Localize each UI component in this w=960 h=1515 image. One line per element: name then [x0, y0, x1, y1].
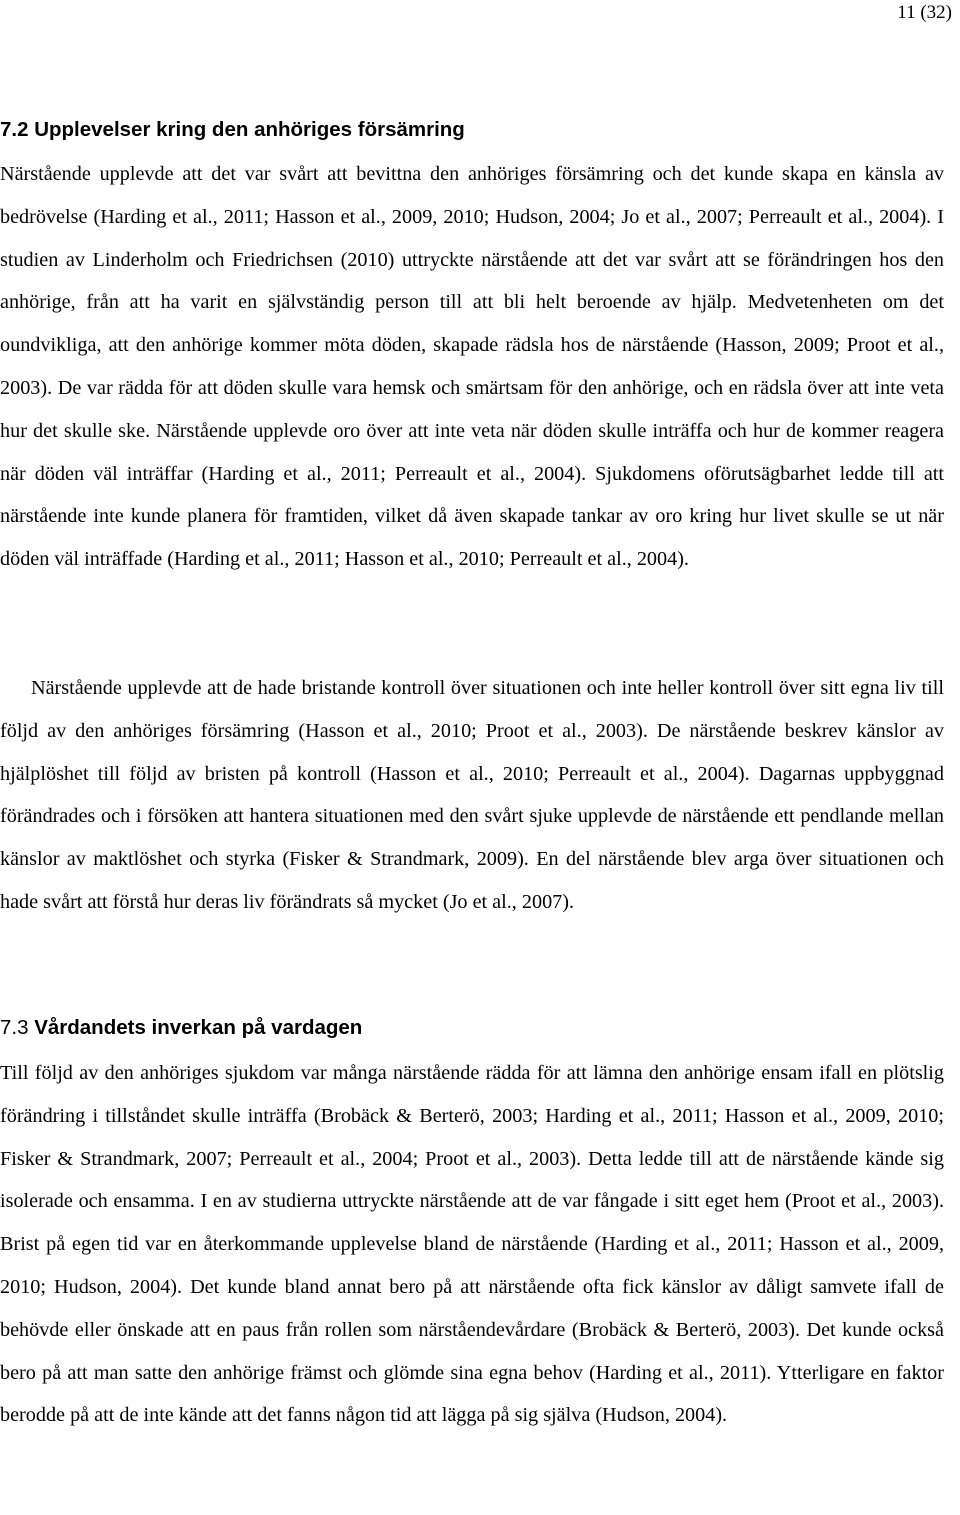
section-number: 7.2 [0, 118, 29, 141]
paragraph: Närstående upplevde att det var svårt att bevittna den anhöriges försämring och det kunde skapa en känsla av bedrövelse (Harding et al., 2011; Hasson et al., 2009, 2010; Hudson, 2004; Jo et al., 2007; Perreault et al., 2004). I studien av Linderholm och Friedrichsen (2010) uttryckte närstående att det var svårt att se förändringen hos den anhörige, från att ha varit en självständig person till att bli helt beroende av hjälp. Medvetenheten om det oundvikliga, att den anhörige kommer möta döden, skapade rädsla hos de närstående (Hasson, 2009; Proot et al., 2003). De var rädda för att döden skulle vara hemsk och smärtsam för den anhörige, och en rädsla över att inte veta hur det skulle ske. Närstående upplevde oro över att inte veta när döden skulle inträffa och hur de kommer reagera när döden väl inträffar (Harding et al., 2011; Perreault et al., 2004). Sjukdomens oförutsägbarhet ledde till att närstående inte kunde planera för framtiden, vilket då även skapade tankar av oro kring hur livet skulle se ut när döden väl inträffade (Harding et al., 2011; Hasson et al., 2010; Perreault et al., 2004). [0, 163, 944, 571]
section-heading-7-2 [0, 118, 465, 142]
paragraph: Närstående upplevde att de hade bristande kontroll över situationen och inte heller kontroll över sitt egna liv till följd av den anhöriges försämring (Hasson et al., 2010; Proot et al., 2003). De närstående beskrev känslor av hjälplöshet till följd av bristen på kontroll (Hasson et al., 2010; Perreault et al., 2004). Dagarnas uppbyggnad förändrades och i försöken att hantera situationen med den svårt sjuke upplevde de närstående ett pendlande mellan känslor av maktlöshet och styrka (Fisker & Strandmark, 2009). En del närstående blev arga över situationen och hade svårt att förstå hur deras liv förändrats så mycket (Jo et al., 2007). [0, 677, 944, 913]
section-heading-7-3 [0, 1016, 362, 1040]
section-number: 7.3 [0, 1016, 29, 1039]
section-title: Vårdandets inverkan på vardagen [34, 1016, 363, 1039]
page-number: 11 (32) [897, 2, 952, 23]
paragraph: Till följd av den anhöriges sjukdom var många närstående rädda för att lämna den anhörige ensam ifall en plötslig förändring i tillståndet skulle inträffa (Brobäck & Berterö, 2003; Harding et al., 2011; Hasson et al., 2009, 2010; Fisker & Strandmark, 2007; Perreault et al., 2004; Proot et al., 2003). Detta ledde till att de närstående kände sig isolerade och ensamma. I en av studierna uttryckte närstående att de var fångade i sitt eget hem (Proot et al., 2003). Brist på egen tid var en återkommande upplevelse bland de närstående (Harding et al., 2011; Hasson et al., 2009, 2010; Hudson, 2004). Det kunde bland annat bero på att närstående ofta fick känslor av dåligt samvete ifall de behövde eller önskade att en paus från rollen som närståendevårdare (Brobäck & Berterö, 2003). Det kunde också bero på att man satte den anhörige främst och glömde sina egna behov (Harding et al., 2011). Ytterligare en faktor berodde på att de inte kände att det fanns någon tid att lägga på sig själva (Hudson, 2004). [0, 1062, 944, 1427]
section-title: Upplevelser kring den anhöriges försämring [34, 118, 465, 141]
